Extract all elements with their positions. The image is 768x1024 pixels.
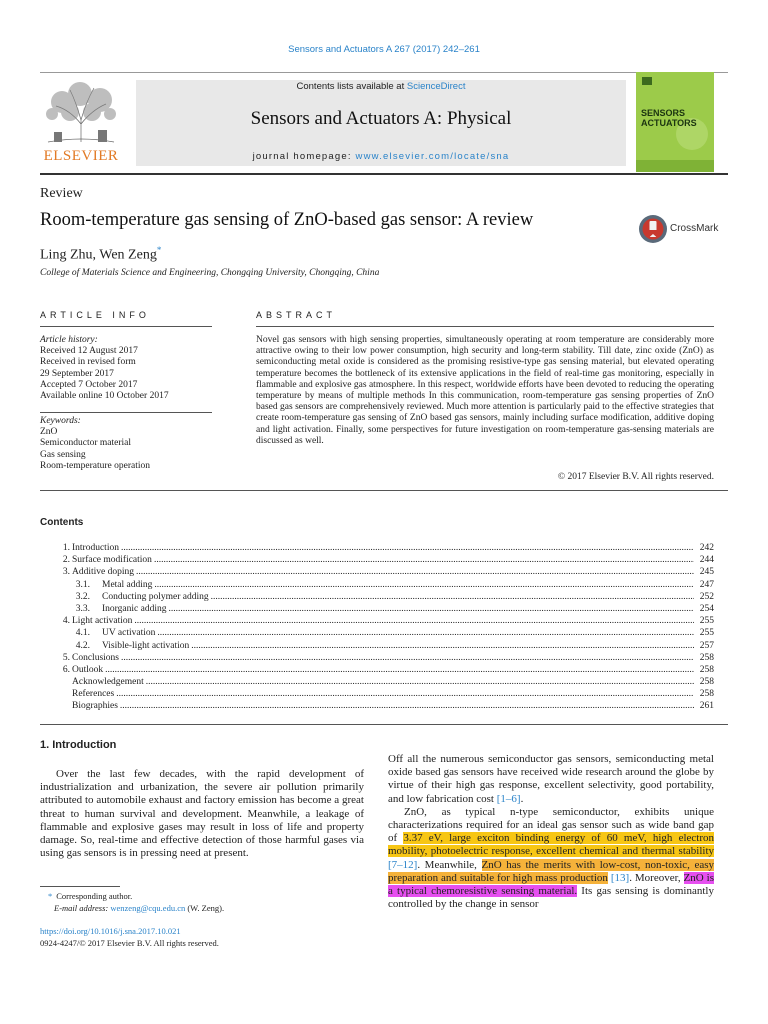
homepage-prefix: journal homepage:	[252, 151, 356, 162]
highlight-yellow: 3.37 eV, large exciton binding energy of 60 meV, high electron mobility, photoelectric response, excellent chemical and thermal stability	[388, 832, 714, 858]
intro-paragraph-3	[388, 806, 714, 912]
toc-entry[interactable]	[40, 542, 714, 554]
toc-leader-dots	[168, 603, 694, 615]
toc-entry-label[interactable]: Acknowledgement	[72, 677, 144, 688]
toc-leader-dots	[191, 640, 694, 652]
doi-link[interactable]: https://doi.org/10.1016/j.sna.2017.10.021	[40, 926, 181, 936]
email-suffix: (W. Zeng).	[185, 902, 225, 913]
toc-entry-label[interactable]: Inorganic adding	[102, 603, 167, 614]
corresponding-author-mark[interactable]: *	[156, 245, 162, 255]
keyword: Semiconductor material	[40, 438, 132, 449]
journal-homepage-line	[136, 151, 626, 162]
toc-leader-dots	[211, 591, 694, 603]
citation-link[interactable]: [1–6]	[496, 792, 521, 805]
history-line: 29 September 2017	[40, 368, 114, 379]
toc-entry-label[interactable]: Conducting polymer adding	[102, 591, 209, 602]
email-label: E-mail address:	[54, 902, 111, 913]
toc-entry[interactable]	[40, 627, 714, 639]
toc-entry-label[interactable]: UV activation	[102, 628, 156, 639]
sciencedirect-link[interactable]: ScienceDirect	[406, 81, 466, 92]
article-history	[40, 335, 212, 402]
toc-entry-number: 6.	[62, 664, 70, 675]
article-title: Room-temperature gas sensing of ZnO-based gas sensor: A review	[40, 210, 534, 230]
toc-page-number[interactable]: 258	[699, 652, 714, 663]
history-line: Received 12 August 2017	[40, 346, 138, 357]
toc-leader-dots	[120, 700, 694, 712]
p3-text-c: . Moreover,	[629, 871, 684, 884]
history-line: Available online 10 October 2017	[40, 391, 169, 402]
contents-heading: Contents	[40, 517, 84, 528]
table-of-contents	[40, 542, 714, 713]
email-note	[40, 903, 370, 915]
toc-entry[interactable]	[40, 615, 714, 627]
highlight-orange: ZnO has the merits with low-cost, non-toxic, easy preparation and suitable for high mass production	[388, 858, 715, 884]
toc-entry[interactable]	[40, 566, 714, 578]
toc-entry-number: 2.	[62, 555, 70, 566]
toc-leader-dots	[116, 688, 694, 700]
toc-entry[interactable]	[40, 554, 714, 566]
toc-entry-label[interactable]: Outlook	[72, 664, 104, 675]
p3-text-b: . Meanwhile,	[417, 858, 482, 871]
toc-leader-dots	[157, 627, 694, 639]
toc-page-number[interactable]: 245	[699, 567, 714, 578]
toc-leader-dots	[154, 579, 694, 591]
toc-page-number[interactable]: 258	[699, 664, 714, 675]
toc-leader-dots	[154, 554, 694, 566]
toc-entry[interactable]	[40, 579, 714, 591]
abstract-text: Novel gas sensors with high sensing properties, simultaneously operating at room temperature are considerably more attractive owing to their low power consumption, high security and long-term stability. Till date, zinc oxide (ZnO) as semiconducting metal oxide is considered as the promising resistive-type gas sensing material, but elevated operating temperature becomes the bottleneck of its extensive applications in the field of real-time gas monitoring, especially in flammable and explosive gas atmosphere. In this respect, worldwide efforts have been devoted to reducing the operating temperature by means of multiple methods In this communication, room-temperature gas sensing properties of ZnO based gas sensors are comprehensively reviewed. Much more attention is particularly paid to the effective strategies that create room-temperature gas sensing of ZnO based gas sensors, mainly including surface modification, additive doping and light activation. Finally, some perspectives for future investigation on room-temperature gas-sensing materials are discussed as well.	[256, 335, 714, 446]
footnote	[40, 891, 370, 914]
toc-page-number[interactable]: 258	[699, 689, 714, 700]
elsevier-wordmark[interactable]: ELSEVIER	[43, 148, 119, 164]
abstract-heading: ABSTRACT	[256, 310, 337, 320]
author-list	[40, 245, 161, 264]
cover-title	[641, 108, 697, 128]
p3-text-a: ZnO, as typical n-type semiconductor, exhibits unique characterizations required for an ideal gas sensor such as wide band gap of	[388, 805, 714, 845]
abstract-rule	[256, 326, 714, 327]
toc-entry[interactable]	[40, 603, 714, 615]
history-line: Accepted 7 October 2017	[40, 379, 138, 390]
toc-page-number[interactable]: 255	[699, 628, 714, 639]
toc-entry-label[interactable]: Surface modification	[72, 555, 152, 566]
toc-entry[interactable]	[40, 652, 714, 664]
cover-text-1: SENSORS	[641, 108, 686, 118]
journal-citation[interactable]: Sensors and Actuators A 267 (2017) 242–261	[288, 44, 480, 55]
toc-entry-number: 4.2.	[75, 640, 90, 651]
toc-page-number[interactable]: 261	[699, 701, 714, 712]
toc-entry-label[interactable]: Additive doping	[72, 567, 135, 578]
toc-leader-dots	[121, 542, 694, 554]
toc-page-number[interactable]: 252	[699, 591, 714, 602]
corresponding-note	[40, 891, 370, 903]
footnote-mark: *	[48, 891, 53, 901]
p2-end: .	[520, 792, 524, 805]
header-bottom-rule	[40, 173, 728, 175]
toc-entry[interactable]	[40, 664, 714, 676]
article-info-rule	[40, 326, 212, 327]
toc-entry-number: 3.1.	[75, 579, 90, 590]
history-label: Article history:	[40, 335, 98, 345]
citation-link[interactable]: [7–12]	[388, 858, 418, 871]
toc-entry-number: 1.	[62, 543, 70, 553]
toc-page-number[interactable]: 244	[699, 555, 714, 566]
toc-entry-label[interactable]: Metal adding	[102, 579, 153, 590]
introduction-heading: 1. Introduction	[40, 739, 117, 751]
p3-text-d: Its gas sensing is dominantly controlled by the change in sensor	[388, 885, 714, 911]
highlight-magenta: ZnO is a typical chemoresistive sensing material.	[388, 871, 714, 898]
abstract-copyright: © 2017 Elsevier B.V. All rights reserved.	[557, 472, 714, 482]
toc-entry-number: 3.	[62, 567, 70, 578]
toc-page-number[interactable]: 242	[699, 543, 714, 553]
keyword: Room-temperature operation	[40, 460, 151, 471]
toc-entry-number	[40, 676, 70, 688]
history-line: Received in revised form	[40, 357, 136, 368]
abstract-bottom-rule	[40, 490, 728, 491]
toc-entry-number: 3.3.	[75, 603, 90, 614]
authors-text[interactable]: Ling Zhu, Wen Zeng	[40, 247, 157, 263]
toc-page-number[interactable]: 255	[699, 616, 714, 627]
crossmark-label[interactable]: CrossMark	[670, 223, 719, 234]
toc-entry-label[interactable]: Introduction	[72, 543, 119, 553]
toc-entry-label[interactable]: Conclusions	[72, 652, 119, 663]
right-column-text	[388, 753, 714, 911]
toc-entry-label[interactable]: References	[72, 689, 115, 700]
toc-entry[interactable]	[40, 640, 714, 652]
toc-entry-label[interactable]: Biographies	[72, 701, 118, 712]
keywords-label: Keywords:	[40, 416, 81, 426]
contents-prefix: Contents lists available at	[296, 81, 407, 92]
toc-entry[interactable]	[40, 688, 714, 700]
journal-title: Sensors and Actuators A: Physical	[250, 108, 512, 129]
toc-entry-number: 3.2.	[75, 591, 90, 602]
keywords-block	[40, 416, 212, 472]
article-type: Review	[40, 186, 83, 201]
affiliation: College of Materials Science and Engineering, Chongqing University, Chongqing, China	[40, 268, 380, 278]
toc-leader-dots	[146, 676, 694, 688]
keyword: Gas sensing	[40, 449, 86, 460]
intro-paragraph-1: Over the last few decades, with the rapid development of industrialization and urbanization, the severe air pollution primarily attributed to automobile exhaust and factory emission has become a great threat to human survival and development. Meanwhile, a leakage of flammable and explosive gases may result in loss of life and property damage. So, real-time and effective detection of those harmful gases via using gas sensors is in pressing need at present.	[40, 768, 364, 860]
toc-entry-number	[40, 688, 70, 700]
contents-bottom-rule	[40, 724, 728, 725]
issn-line: 0924-4247/© 2017 Elsevier B.V. All rights reserved.	[40, 937, 219, 948]
toc-leader-dots	[121, 652, 694, 664]
p2-text: Off all the numerous semiconductor gas sensors, semiconducting metal oxide based gas sensors have received wide research around the globe by virtue of their high gas response, excellent selectivity, good portability, and low fabrication cost	[388, 753, 714, 805]
toc-entry[interactable]	[40, 700, 714, 712]
cover-text-2: ACTUATORS	[641, 118, 697, 128]
toc-entry-number	[40, 700, 70, 712]
toc-entry-number: 5.	[62, 652, 70, 663]
toc-entry-number: 4.	[62, 616, 70, 627]
toc-page-number[interactable]: 257	[699, 640, 714, 651]
toc-page-number[interactable]: 247	[699, 579, 714, 590]
corresponding-text: Corresponding author.	[56, 891, 133, 901]
intro-paragraph-2	[388, 753, 714, 806]
toc-entry-number: 4.1.	[75, 628, 90, 639]
citation-link[interactable]: [13]	[610, 871, 630, 884]
toc-leader-dots	[136, 566, 694, 578]
doi-block	[40, 926, 219, 949]
toc-leader-dots	[134, 615, 694, 627]
toc-entry-label[interactable]: Light activation	[72, 616, 133, 627]
article-info-heading: ARTICLE INFO	[40, 310, 150, 320]
email-link[interactable]: wenzeng@cqu.edu.cn	[110, 902, 186, 913]
keyword: ZnO	[40, 427, 58, 438]
homepage-link[interactable]: www.elsevier.com/locate/sna	[355, 151, 510, 162]
toc-page-number[interactable]: 254	[699, 603, 714, 614]
toc-page-number[interactable]: 258	[699, 677, 714, 688]
footnote-rule	[40, 886, 120, 887]
contents-available-line	[136, 81, 626, 92]
toc-leader-dots	[105, 664, 694, 676]
toc-entry[interactable]	[40, 676, 714, 688]
keywords-rule	[40, 412, 212, 413]
header-top-rule	[40, 72, 728, 73]
toc-entry[interactable]	[40, 591, 714, 603]
toc-entry-label[interactable]: Visible-light activation	[102, 640, 190, 651]
